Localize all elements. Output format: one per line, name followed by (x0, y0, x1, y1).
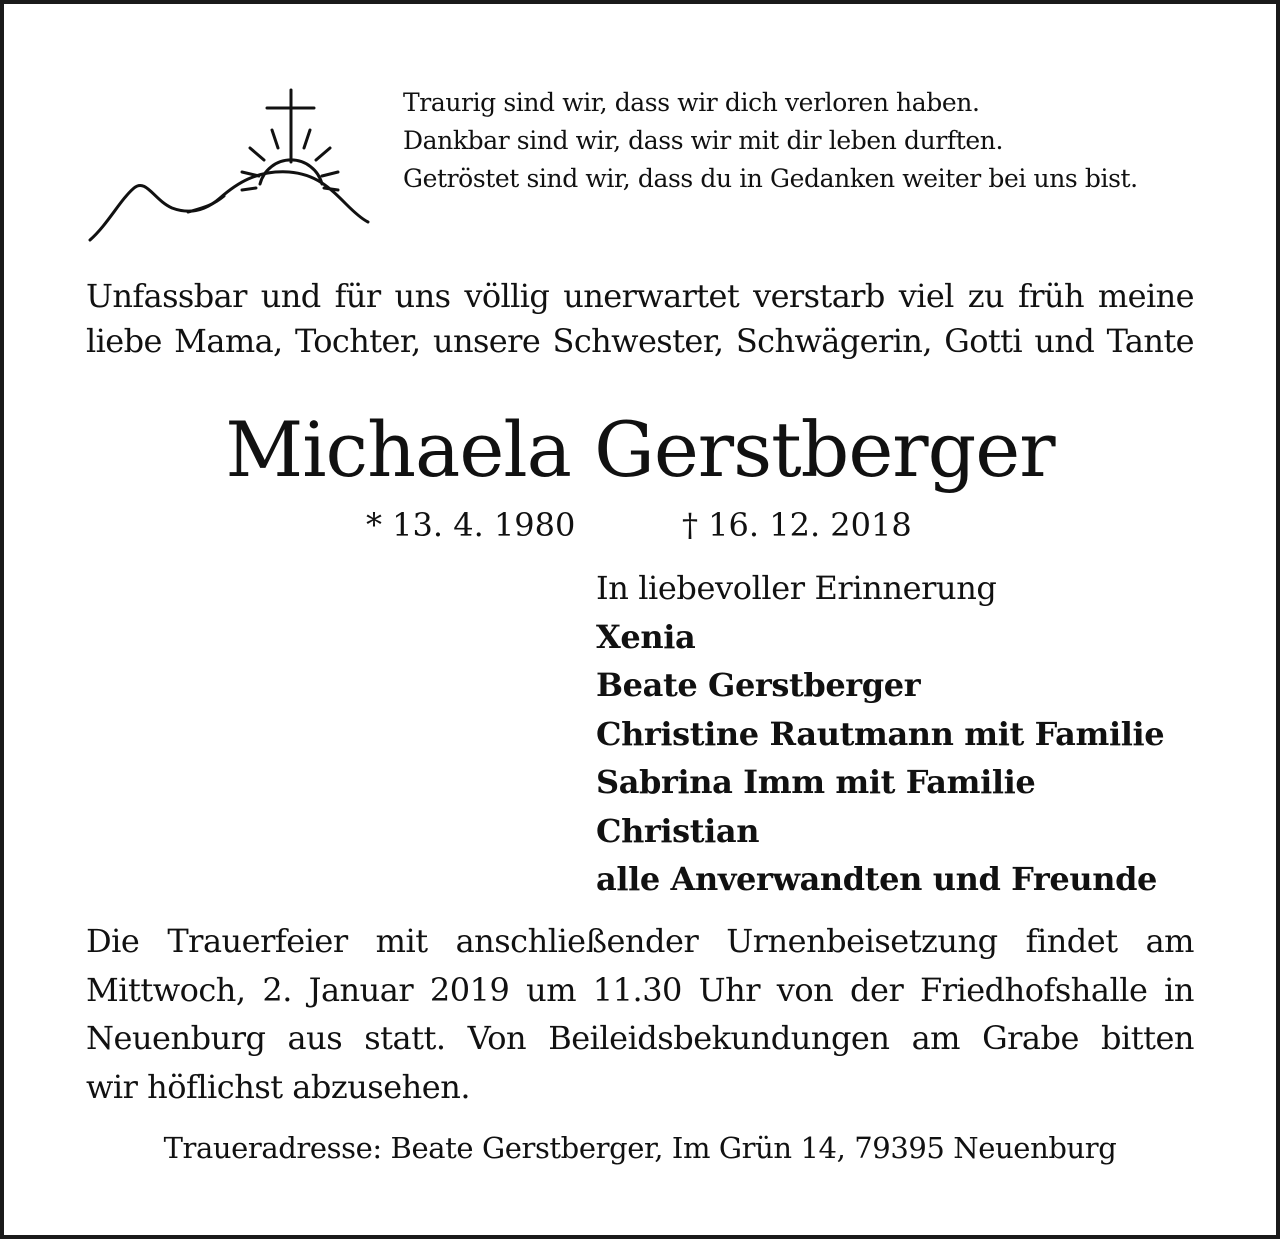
mourner-name: Christine Rautmann mit Familie (596, 714, 1165, 753)
mourners-list (596, 564, 1164, 904)
ceremony-line: Die Trauerfeier mit anschließender Urnenbeisetzung findet am (86, 922, 1194, 960)
mourner-name: Sabrina Imm mit Familie (596, 763, 1036, 801)
verse (403, 84, 1138, 198)
mourning-address: Traueradresse: Beate Gerstberger, Im Grün 14, 79395 Neuenburg (163, 1131, 1117, 1165)
ceremony-line: wir höflichst abzusehen. (86, 1067, 470, 1106)
mourner-name: Xenia (596, 617, 696, 656)
cross-on-hill-sunrise-icon (84, 84, 374, 244)
mourner-name: Beate Gerstberger (596, 666, 921, 704)
ceremony-line: Neuenburg aus statt. Von Beileidsbekundungen am Grabe bitten (86, 1019, 1194, 1057)
intro-line: liebe Mama, Tochter, unsere Schwester, Schwägerin, Gotti und Tante (86, 322, 1194, 360)
death-date: † 16. 12. 2018 (682, 506, 912, 544)
verse-line: Dankbar sind wir, dass wir mit dir leben durften. (403, 126, 1004, 155)
mourner-name: alle Anverwandten und Freunde (596, 860, 1158, 898)
mourner-name: Christian (596, 811, 760, 850)
verse-line: Traurig sind wir, dass wir dich verloren haben. (403, 88, 980, 117)
deceased-name: Michaela Gerstberger (225, 405, 1055, 494)
remembrance-lead: In liebevoller Erinnerung (596, 569, 997, 607)
birth-date: * 13. 4. 1980 (366, 506, 576, 544)
verse-line: Getröstet sind wir, dass du in Gedanken weiter bei uns bist. (403, 164, 1138, 193)
intro-line: Unfassbar und für uns völlig unerwartet verstarb viel zu früh meine (86, 277, 1194, 315)
ceremony-line: Mittwoch, 2. Januar 2019 um 11.30 Uhr von der Friedhofshalle in (86, 970, 1194, 1009)
intro-text (86, 274, 1194, 364)
ceremony-text (86, 917, 1194, 1111)
